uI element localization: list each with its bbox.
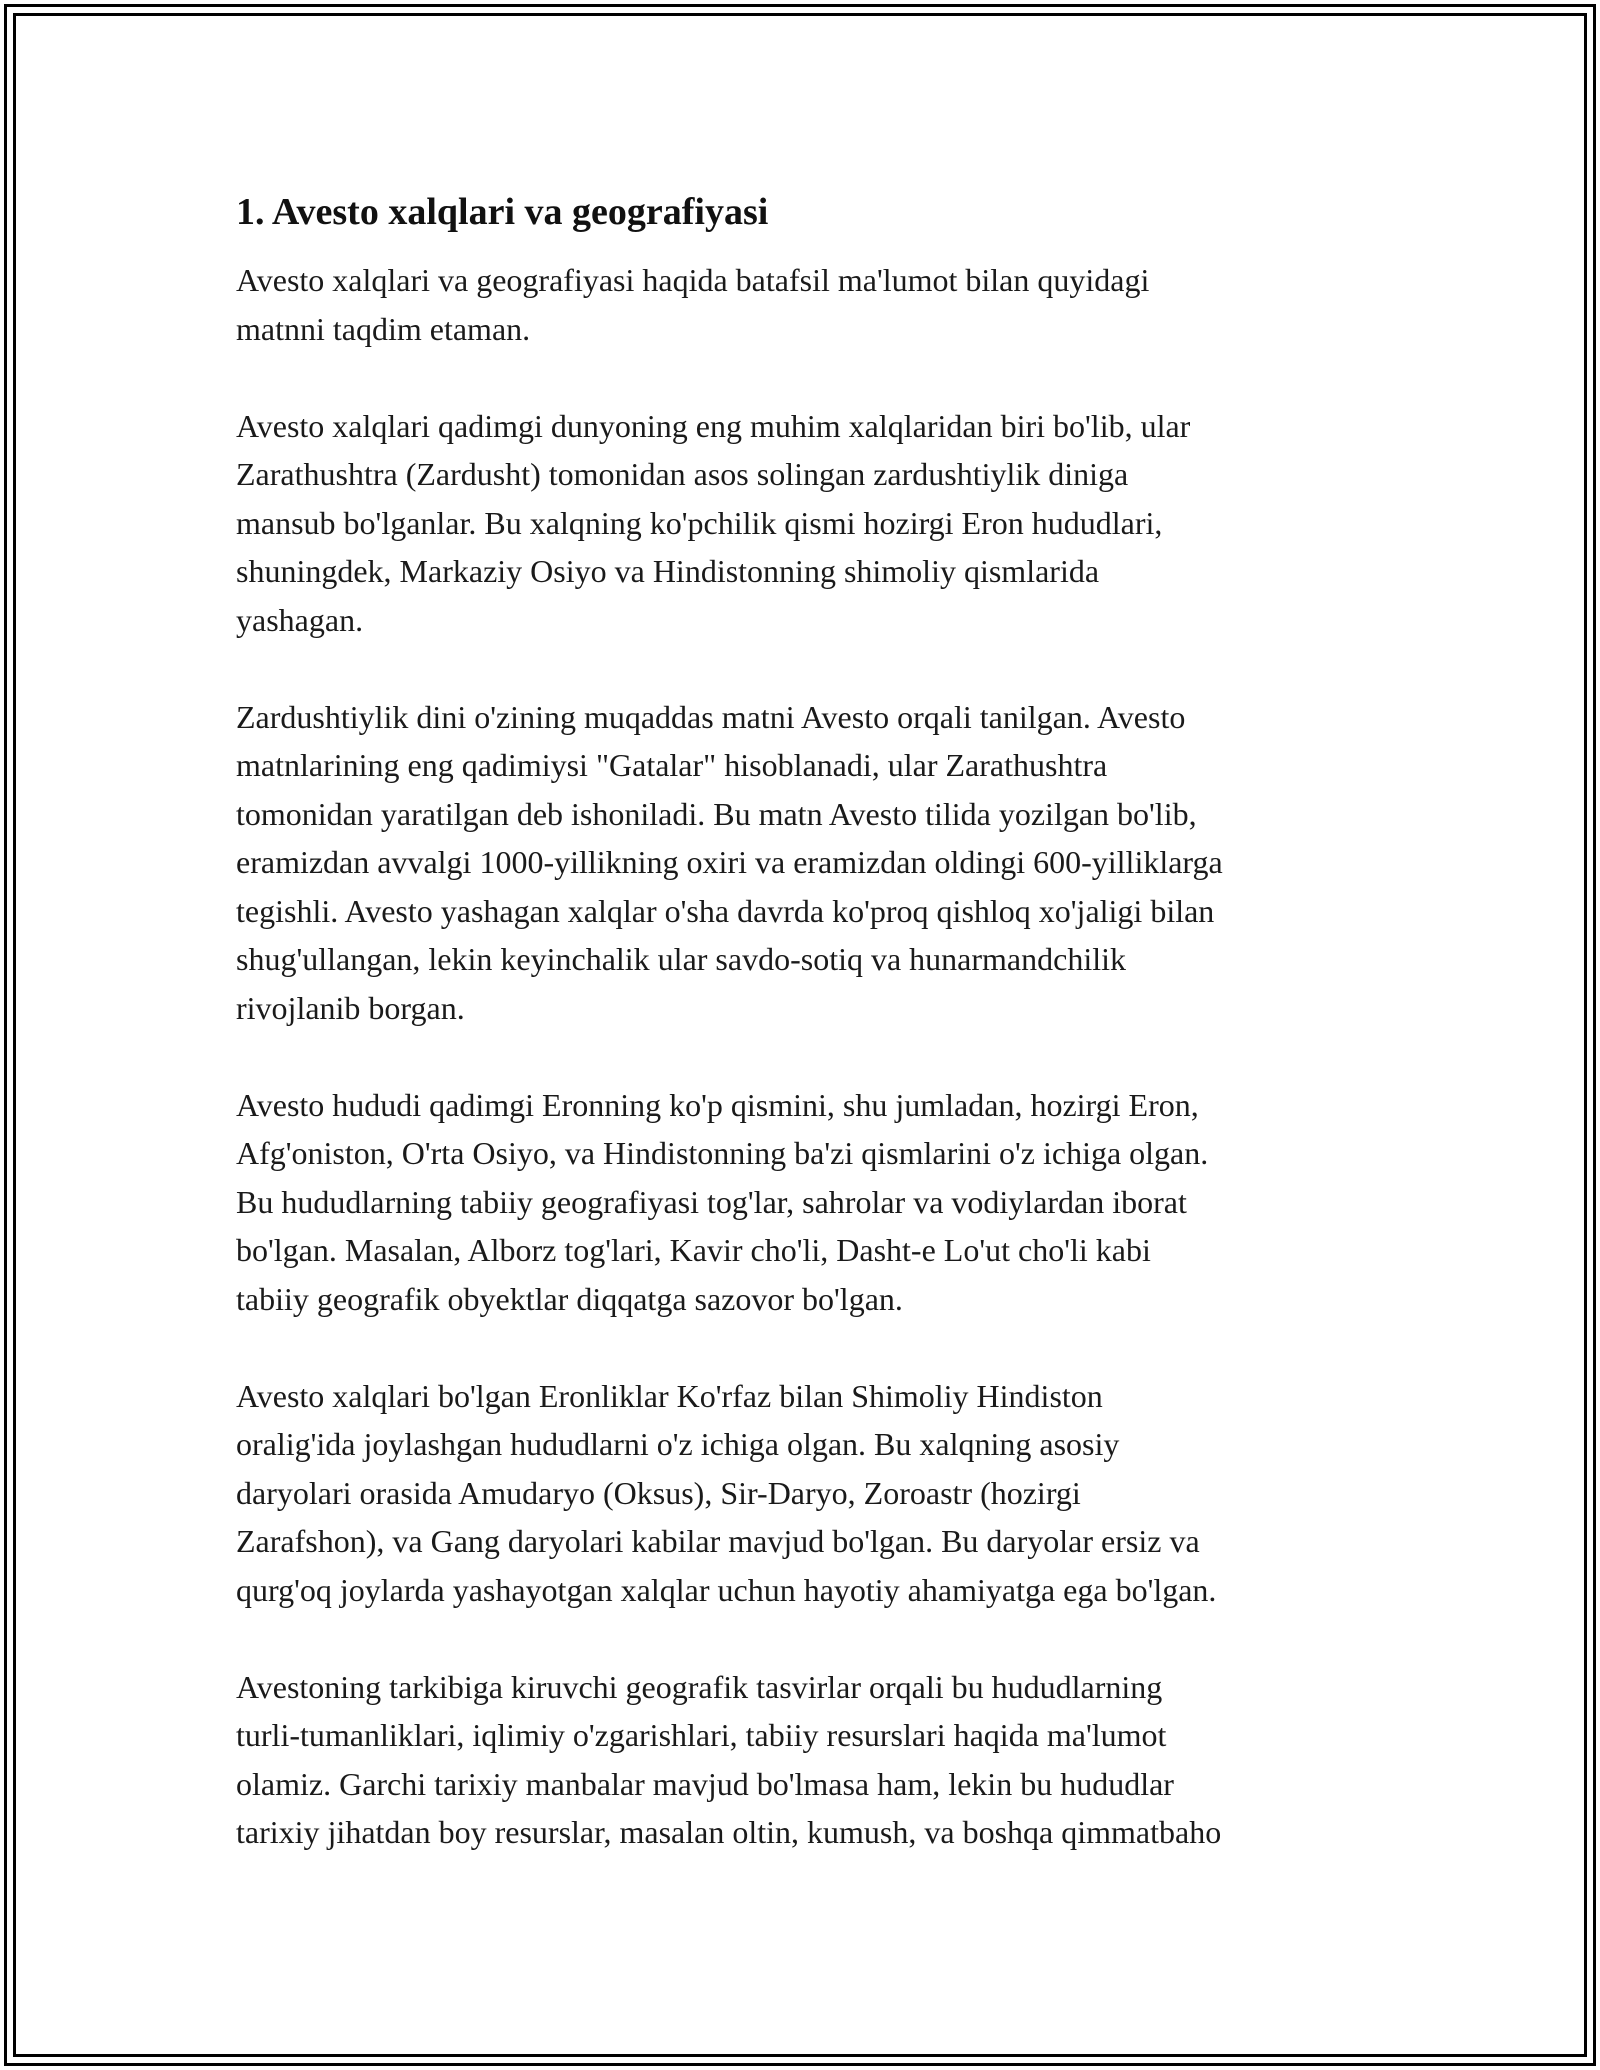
section-heading: 1. Avesto xalqlari va geografiyasi [236,191,769,233]
paragraph-zoroastrianism: Zardushtiylik dini o'zining muqaddas matni Avesto orqali tanilgan. Avesto matnlarining eng qadimiysi "Gatalar" hisoblanadi, ular Zarathushtra tomonidan yaratilgan deb ishoniladi. Bu matn Avesto tilida yozilgan bo'lib, eramizdan avvalgi 1000-yillikning oxiri va eramizdan oldingi 600-yilliklarga tegishli. Avesto yashagan xalqlar o'sha davrda ko'proq qishloq xo'jaligi bilan shug'ullangan, lekin keyinchalik ular savdo-sotiq va hunarmandchilik rivojlanib borgan. [236,698,1223,1026]
document-body [236,188,1386,1905]
paragraph-geographic-descriptions: Avestoning tarkibiga kiruvchi geografik tasvirlar orqali bu hududlarning turli-tumanliklari, iqlimiy o'zgarishlari, tabiiy resurslari haqida ma'lumot olamiz. Garchi tarixiy manbalar mavjud bo'lmasa ham, lekin bu hududlar tarixiy jihatdan boy resurslar, masalan oltin, kumush, va boshqa qimmatbaho [236,1668,1222,1850]
paragraph-intro: Avesto xalqlari va geografiyasi haqida batafsil ma'lumot bilan quyidagi matnni taqdim etaman. [236,262,1150,347]
paragraph-rivers: Avesto xalqlari bo'lgan Eronliklar Ko'rfaz bilan Shimoliy Hindiston oralig'ida joylashgan hududlarni o'z ichiga olgan. Bu xalqning asosiy daryolari orasida Amudaryo (Oksus), Sir-Daryo, Zoroastr (hozirgi Zarafshon), va Gang daryolari kabilar mavjud bo'lgan. Bu daryolar ersiz va qurg'oq joylarda yashayotgan xalqlar uchun hayotiy ahamiyatga ega bo'lgan. [236,1377,1217,1608]
paragraph-avesto-peoples: Avesto xalqlari qadimgi dunyoning eng muhim xalqlaridan biri bo'lib, ular Zarathushtra (Zardusht) tomonidan asos solingan zardushtiylik diniga mansub bo'lganlar. Bu xalqning ko'pchilik qismi hozirgi Eron hududlari, shuningdek, Markaziy Osiyo va Hindistonning shimoliy qismlarida yashagan. [236,407,1191,638]
paragraph-territory: Avesto hududi qadimgi Eronning ko'p qismini, shu jumladan, hozirgi Eron, Afg'oniston, O'rta Osiyo, va Hindistonning ba'zi qismlarini o'z ichiga olgan. Bu hududlarning tabiiy geografiyasi tog'lar, sahrolar va vodiylardan iborat bo'lgan. Masalan, Alborz tog'lari, Kavir cho'li, Dasht-e Lo'ut cho'li kabi tabiiy geografik obyektlar diqqatga sazovor bo'lgan. [236,1086,1209,1317]
